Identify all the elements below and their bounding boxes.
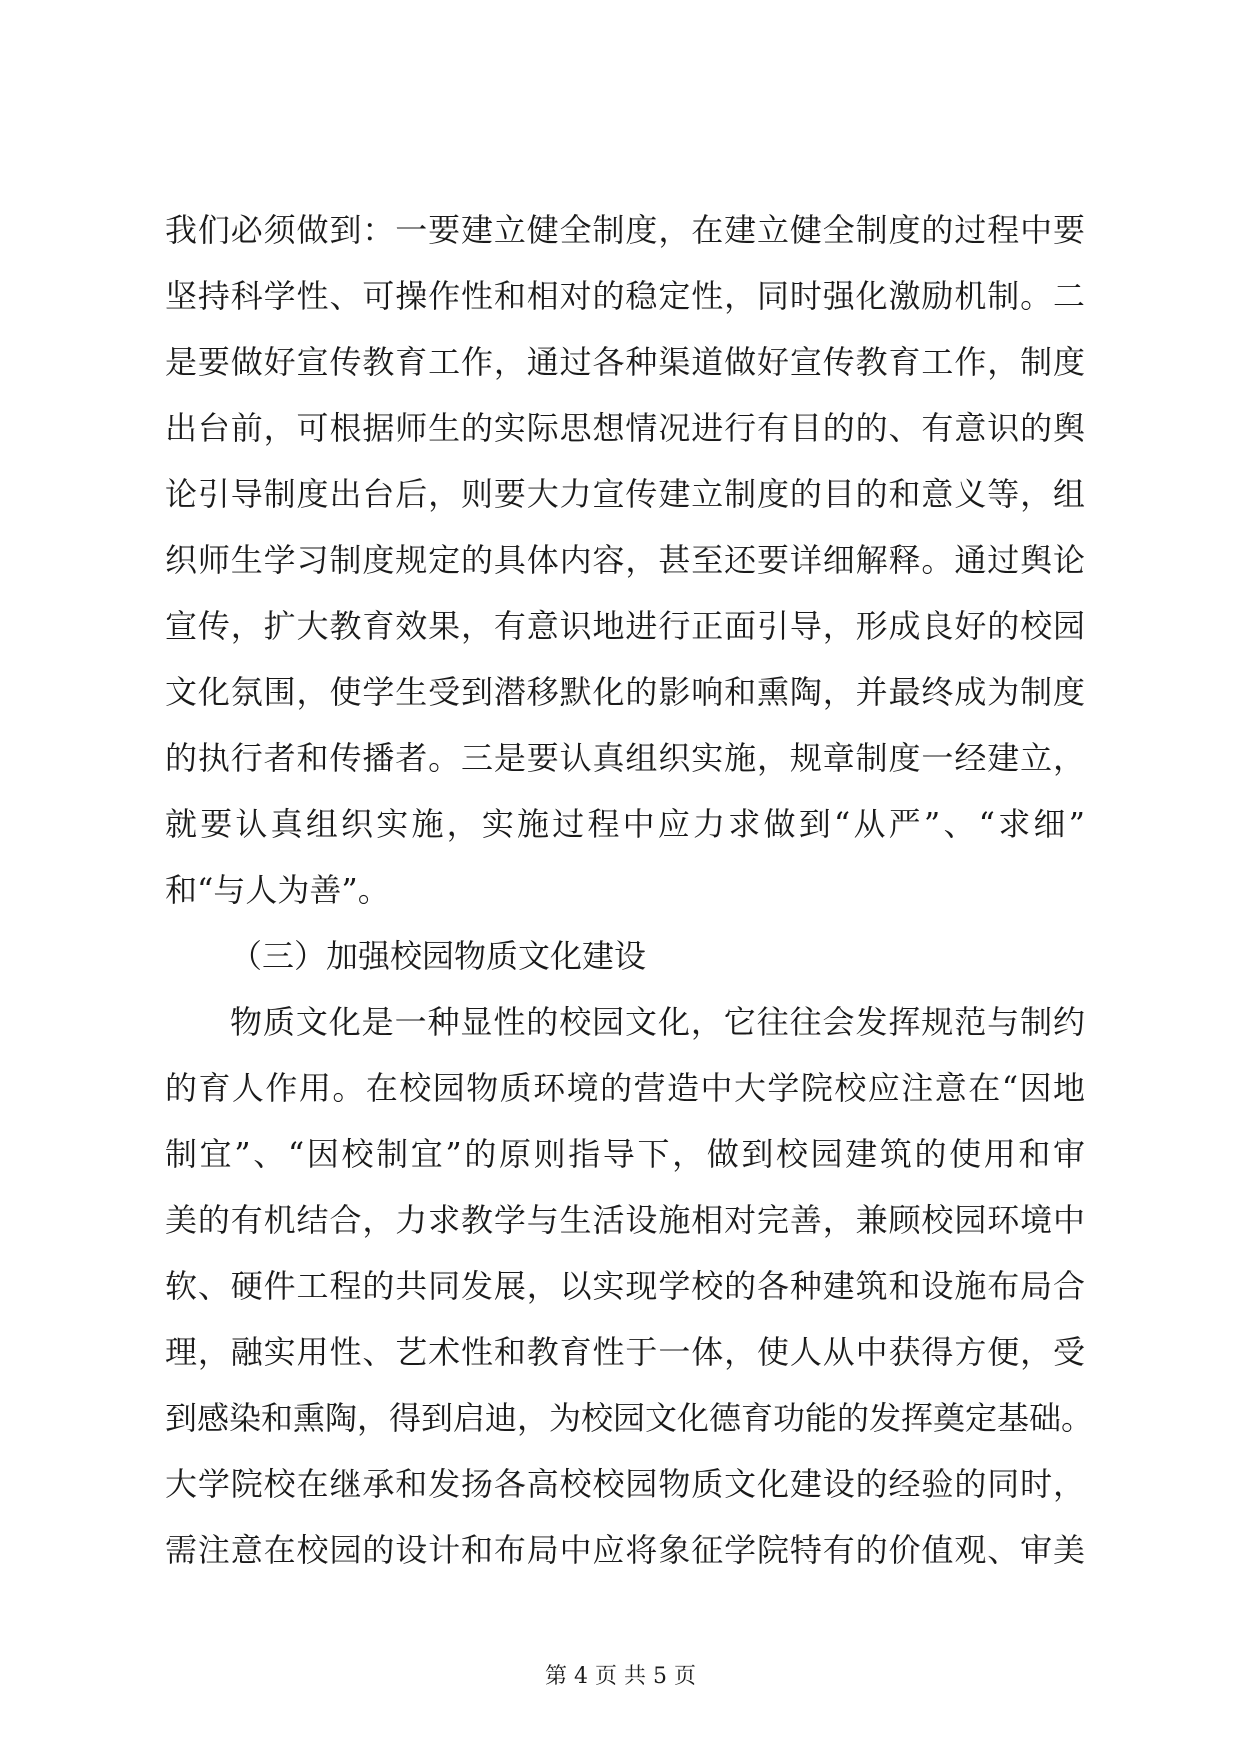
paragraph1-line-10: 就要认真组织实施，实施过程中应力求做到“从严”、“求细” (165, 805, 1085, 843)
paragraph1-line-4: 出台前，可根据师生的实际思想情况进行有目的的、有意识的舆 (165, 409, 1085, 447)
paragraph2-line-5: 软、硬件工程的共同发展，以实现学校的各种建筑和设施布局合 (165, 1267, 1085, 1305)
paragraph1-line-1: 我们必须做到：一要建立健全制度，在建立健全制度的过程中要 (165, 211, 1085, 249)
paragraph2-line-1: 物质文化是一种显性的校园文化，它往往会发挥规范与制约 (230, 1003, 1085, 1041)
paragraph1-line-3: 是要做好宣传教育工作，通过各种渠道做好宣传教育工作，制度 (165, 343, 1085, 381)
paragraph1-line-11: 和“与人为善”。 (165, 871, 390, 909)
paragraph1-line-5: 论引导制度出台后，则要大力宣传建立制度的目的和意义等，组 (165, 475, 1085, 513)
paragraph1-line-6: 织师生学习制度规定的具体内容，甚至还要详细解释。通过舆论 (165, 541, 1085, 579)
paragraph1-line-9: 的执行者和传播者。三是要认真组织实施，规章制度一经建立， (165, 739, 1085, 777)
paragraph2-line-6: 理，融实用性、艺术性和教育性于一体，使人从中获得方便，受 (165, 1333, 1085, 1371)
paragraph2-line-9: 需注意在校园的设计和布局中应将象征学院特有的价值观、审美 (165, 1531, 1085, 1569)
paragraph1-line-2: 坚持科学性、可操作性和相对的稳定性，同时强化激励机制。二 (165, 277, 1085, 315)
paragraph1-line-7: 宣传，扩大教育效果，有意识地进行正面引导，形成良好的校园 (165, 607, 1085, 645)
section-heading: （三）加强校园物质文化建设 (230, 937, 647, 975)
paragraph2-line-3: 制宜”、“因校制宜”的原则指导下，做到校园建筑的使用和审 (165, 1135, 1085, 1173)
paragraph2-line-4: 美的有机结合，力求教学与生活设施相对完善，兼顾校园环境中 (165, 1201, 1085, 1239)
paragraph2-line-2: 的育人作用。在校园物质环境的营造中大学院校应注意在“因地 (165, 1069, 1085, 1107)
paragraph1-line-8: 文化氛围，使学生受到潜移默化的影响和熏陶，并最终成为制度 (165, 673, 1085, 711)
paragraph2-line-8: 大学院校在继承和发扬各高校校园物质文化建设的经验的同时， (165, 1465, 1085, 1503)
paragraph2-line-7: 到感染和熏陶，得到启迪，为校园文化德育功能的发挥奠定基础。 (165, 1399, 1094, 1437)
page-footer: 第 4 页 共 5 页 (545, 1664, 696, 1689)
